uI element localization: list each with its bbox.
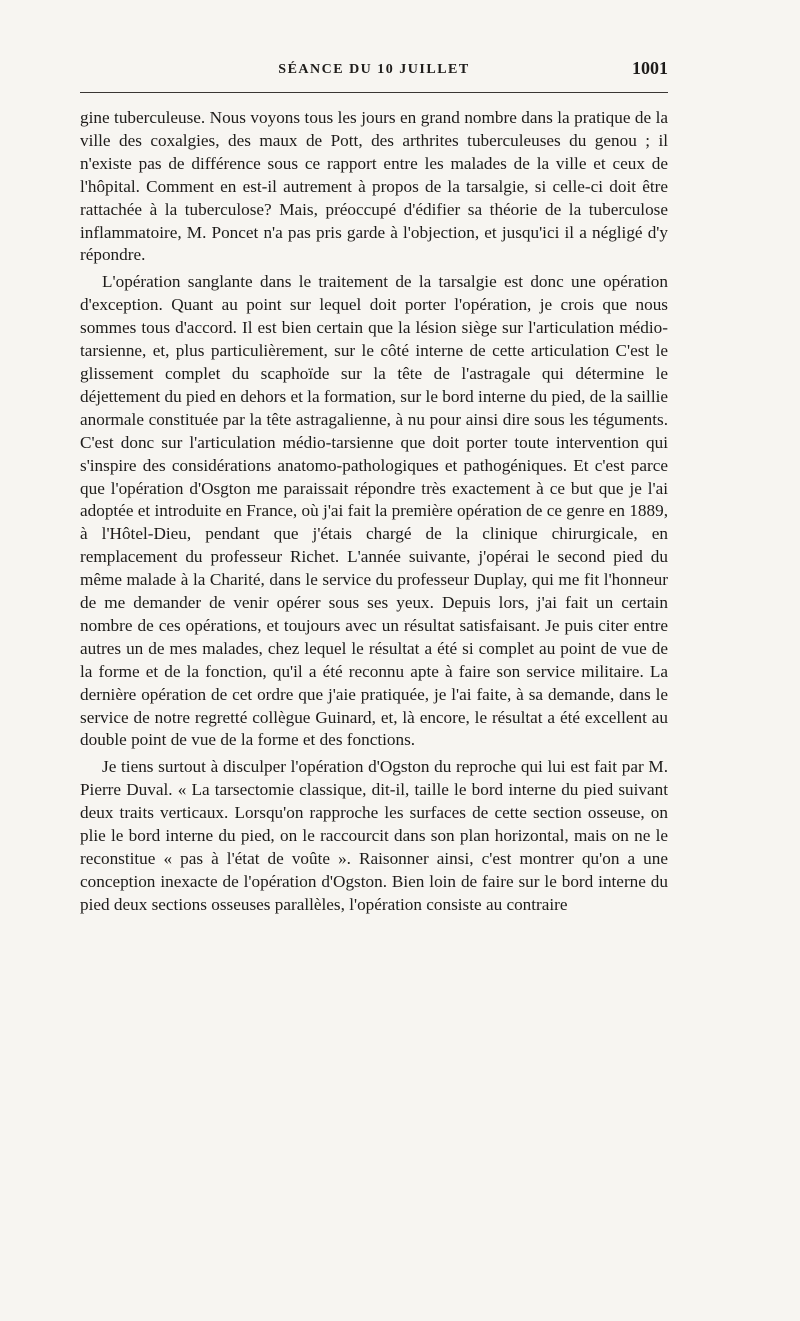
paragraph-continuation: gine tuberculeuse. Nous voyons tous les jours en grand nombre dans la pratique de la ville des coxalgies, des maux de Pott, des arthrites tuberculeuses du genou ; il n'existe pas de différence sous ce rapport entre les malades de la ville et ceux de l'hôpital. Comment en est-il autrement à propos de la tarsalgie, si celle-ci doit être rattachée à la tuberculose? Mais, préoccupé d'édifier sa théorie de la tuberculose inflammatoire, M. Poncet n'a pas pris garde à l'objection, et jusqu'ici il a négligé d'y répondre. <box>80 108 668 265</box>
running-header <box>80 52 668 90</box>
body-text <box>80 107 668 917</box>
header-rule <box>80 92 668 93</box>
paragraph-disculper-ogston: Je tiens surtout à disculper l'opération d'Ogston du reproche qui lui est fait par M. Pierre Duval. « La tarsectomie classique, dit-il, taille le bord interne du pied suivant deux traits verticaux. Lorsqu'on rapproche les surfaces de cette section osseuse, on plie le bord interne du pied, on le raccourcit dans son plan horizontal, mais on ne le reconstitue « pas à l'état de voûte ». Raisonner ainsi, c'est montrer qu'on a une conception inexacte de l'opération d'Ogston. Bien loin de faire sur le bord interne du pied deux sections osseuses parallèles, l'opération consiste au contraire <box>80 757 668 914</box>
page-number: 1001 <box>632 58 668 78</box>
running-title: SÉANCE DU 10 JUILLET <box>278 62 470 77</box>
book-page <box>80 52 668 921</box>
paragraph-operation-sanglante: L'opération sanglante dans le traitement de la tarsalgie est donc une opération d'exception. Quant au point sur lequel doit porter l'opération, je crois que nous sommes tous d'accord. Il est bien certain que la lésion siège sur l'articulation médio-tarsienne, et, plus particulièrement, sur le côté interne de cette articulation C'est le glissement complet du scaphoïde sur la tête de l'astragale qui détermine le déjettement du pied en dehors et la formation, sur le bord interne du pied, de la saillie anormale constituée par la tête astragalienne, à nu pour ainsi dire sous les téguments. C'est donc sur l'articulation médio-tarsienne que doit porter toute intervention qui s'inspire des considérations anatomo-pathologiques et pathogéniques. Et c'est parce que l'opération d'Osgton me paraissait répondre très exactement à ce but que je l'ai adoptée et introduite en France, où j'ai fait la première opération de ce genre en 1889, à l'Hôtel-Dieu, pendant que j'étais chargé de la clinique chirurgicale, en remplacement du professeur Richet. L'année suivante, j'opérai le second pied du même malade à la Charité, dans le service du professeur Duplay, qui me fit l'honneur de me demander de venir opérer sous ses yeux. Depuis lors, j'ai fait un certain nombre de ces opérations, et toujours avec un résultat satisfaisant. Je puis citer entre autres un de mes malades, chez lequel le résultat a été si complet au point de vue de la forme et de la fonction, qu'il a été reconnu apte à faire son service militaire. La dernière opération de cet ordre que j'aie pratiquée, je l'ai faite, à sa demande, dans le service de notre regretté collègue Guinard, et, là encore, le résultat a été excellent au double point de vue de la forme et des fonctions. <box>80 272 669 750</box>
